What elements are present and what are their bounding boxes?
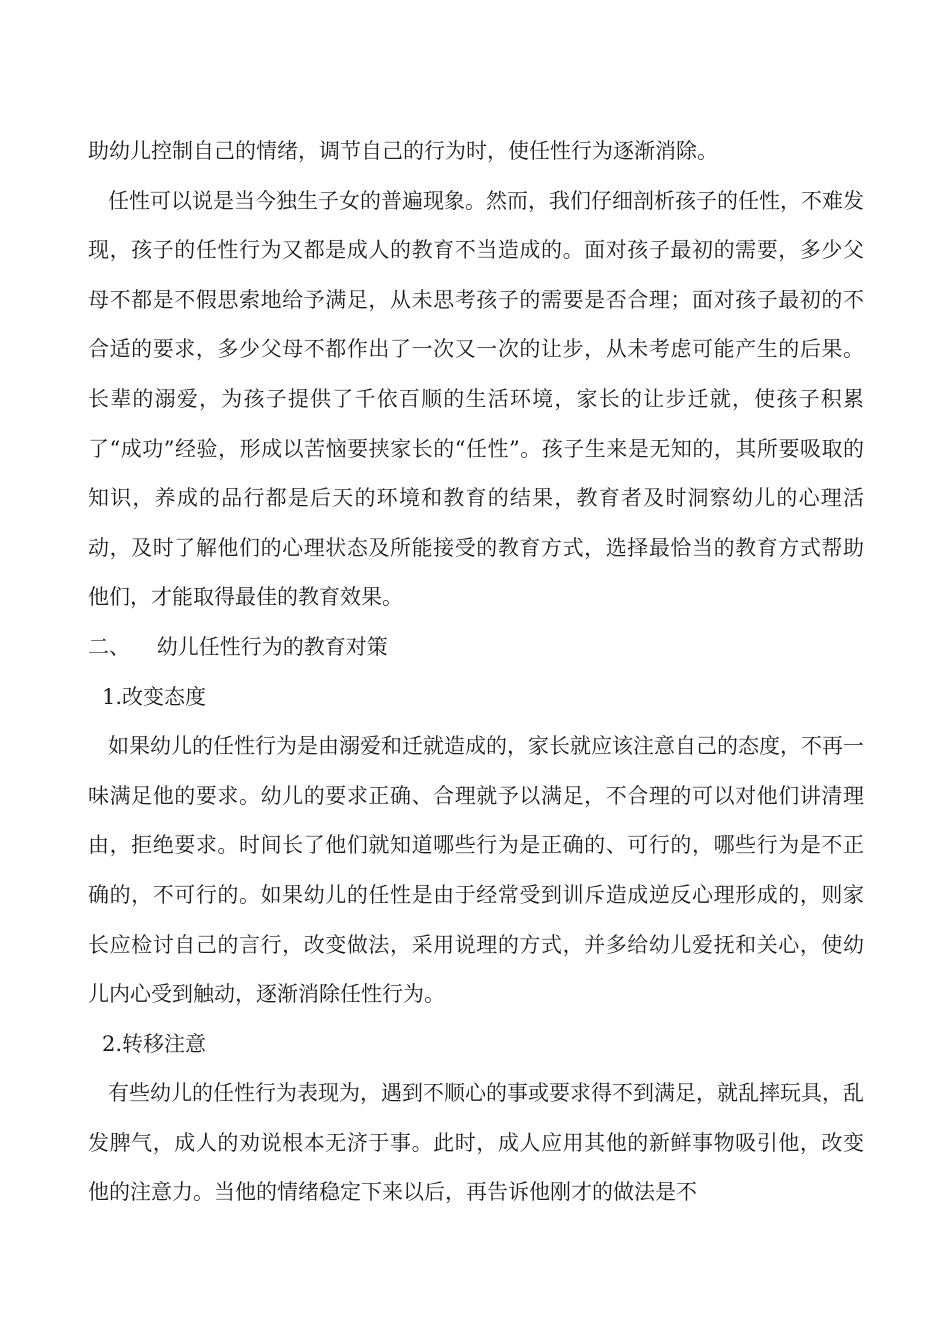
paragraph-change-attitude: 如果幼儿的任性行为是由溺爱和迁就造成的，家长就应该注意自己的态度，不再一味满足他的要求。幼儿的要求正确、合理就予以满足，不合理的可以对他们讲清理由，拒绝要求。时间长了他们就知道哪些行为是正确的、可行的，哪些行为是不正确的，不可行的。如果幼儿的任性是由于经常受到训斥造成逆反心理形成的，则家长应检讨自己的言行，改变做法，采用说理的方式，并多给幼儿爱抚和关心，使幼儿内心受到触动，逐渐消除任性行为。 [88, 734, 864, 1007]
paragraph-shift-attention: 有些幼儿的任性行为表现为，遇到不顺心的事或要求得不到满足，就乱摔玩具，乱发脾气，成人的劝说根本无济于事。此时，成人应用其他的新鲜事物吸引他，改变他的注意力。当他的情绪稳定下来以后，再告诉他刚才的做法是不 [88, 1081, 864, 1205]
paragraph-continuation: 助幼儿控制自己的情绪，调节自己的行为时，使任性行为逐渐消除。 [88, 139, 718, 163]
subheading-shift-attention: 2.转移注意 [102, 1031, 207, 1056]
subheading-change-attitude: 1.改变态度 [102, 684, 207, 709]
paragraph-willfulness-overview: 任性可以说是当今独生子女的普遍现象。然而，我们仔细剖析孩子的任性，不难发现，孩子的任性行为又都是成人的教育不当造成的。面对孩子最初的需要，多少父母不都是不假思索地给予满足，从未思考孩子的需要是否合理；面对孩子最初的不合适的要求，多少父母不都作出了一次又一次的让步，从未考虑可能产生的后果。长辈的溺爱，为孩子提供了千依百顺的生活环境，家长的让步迁就，使孩子积累了“成功”经验，形成以苦恼要挟家长的“任性”。孩子生来是无知的，其所要吸取的知识，养成的品行都是后天的环境和教育的结果，教育者及时洞察幼儿的心理活动，及时了解他们的心理状态及所能接受的教育方式，选择最恰当的教育方式帮助他们，才能取得最佳的教育效果。 [88, 188, 864, 610]
document-body [88, 127, 864, 1218]
section-heading: 二、 幼儿任性行为的教育对策 [88, 634, 388, 659]
